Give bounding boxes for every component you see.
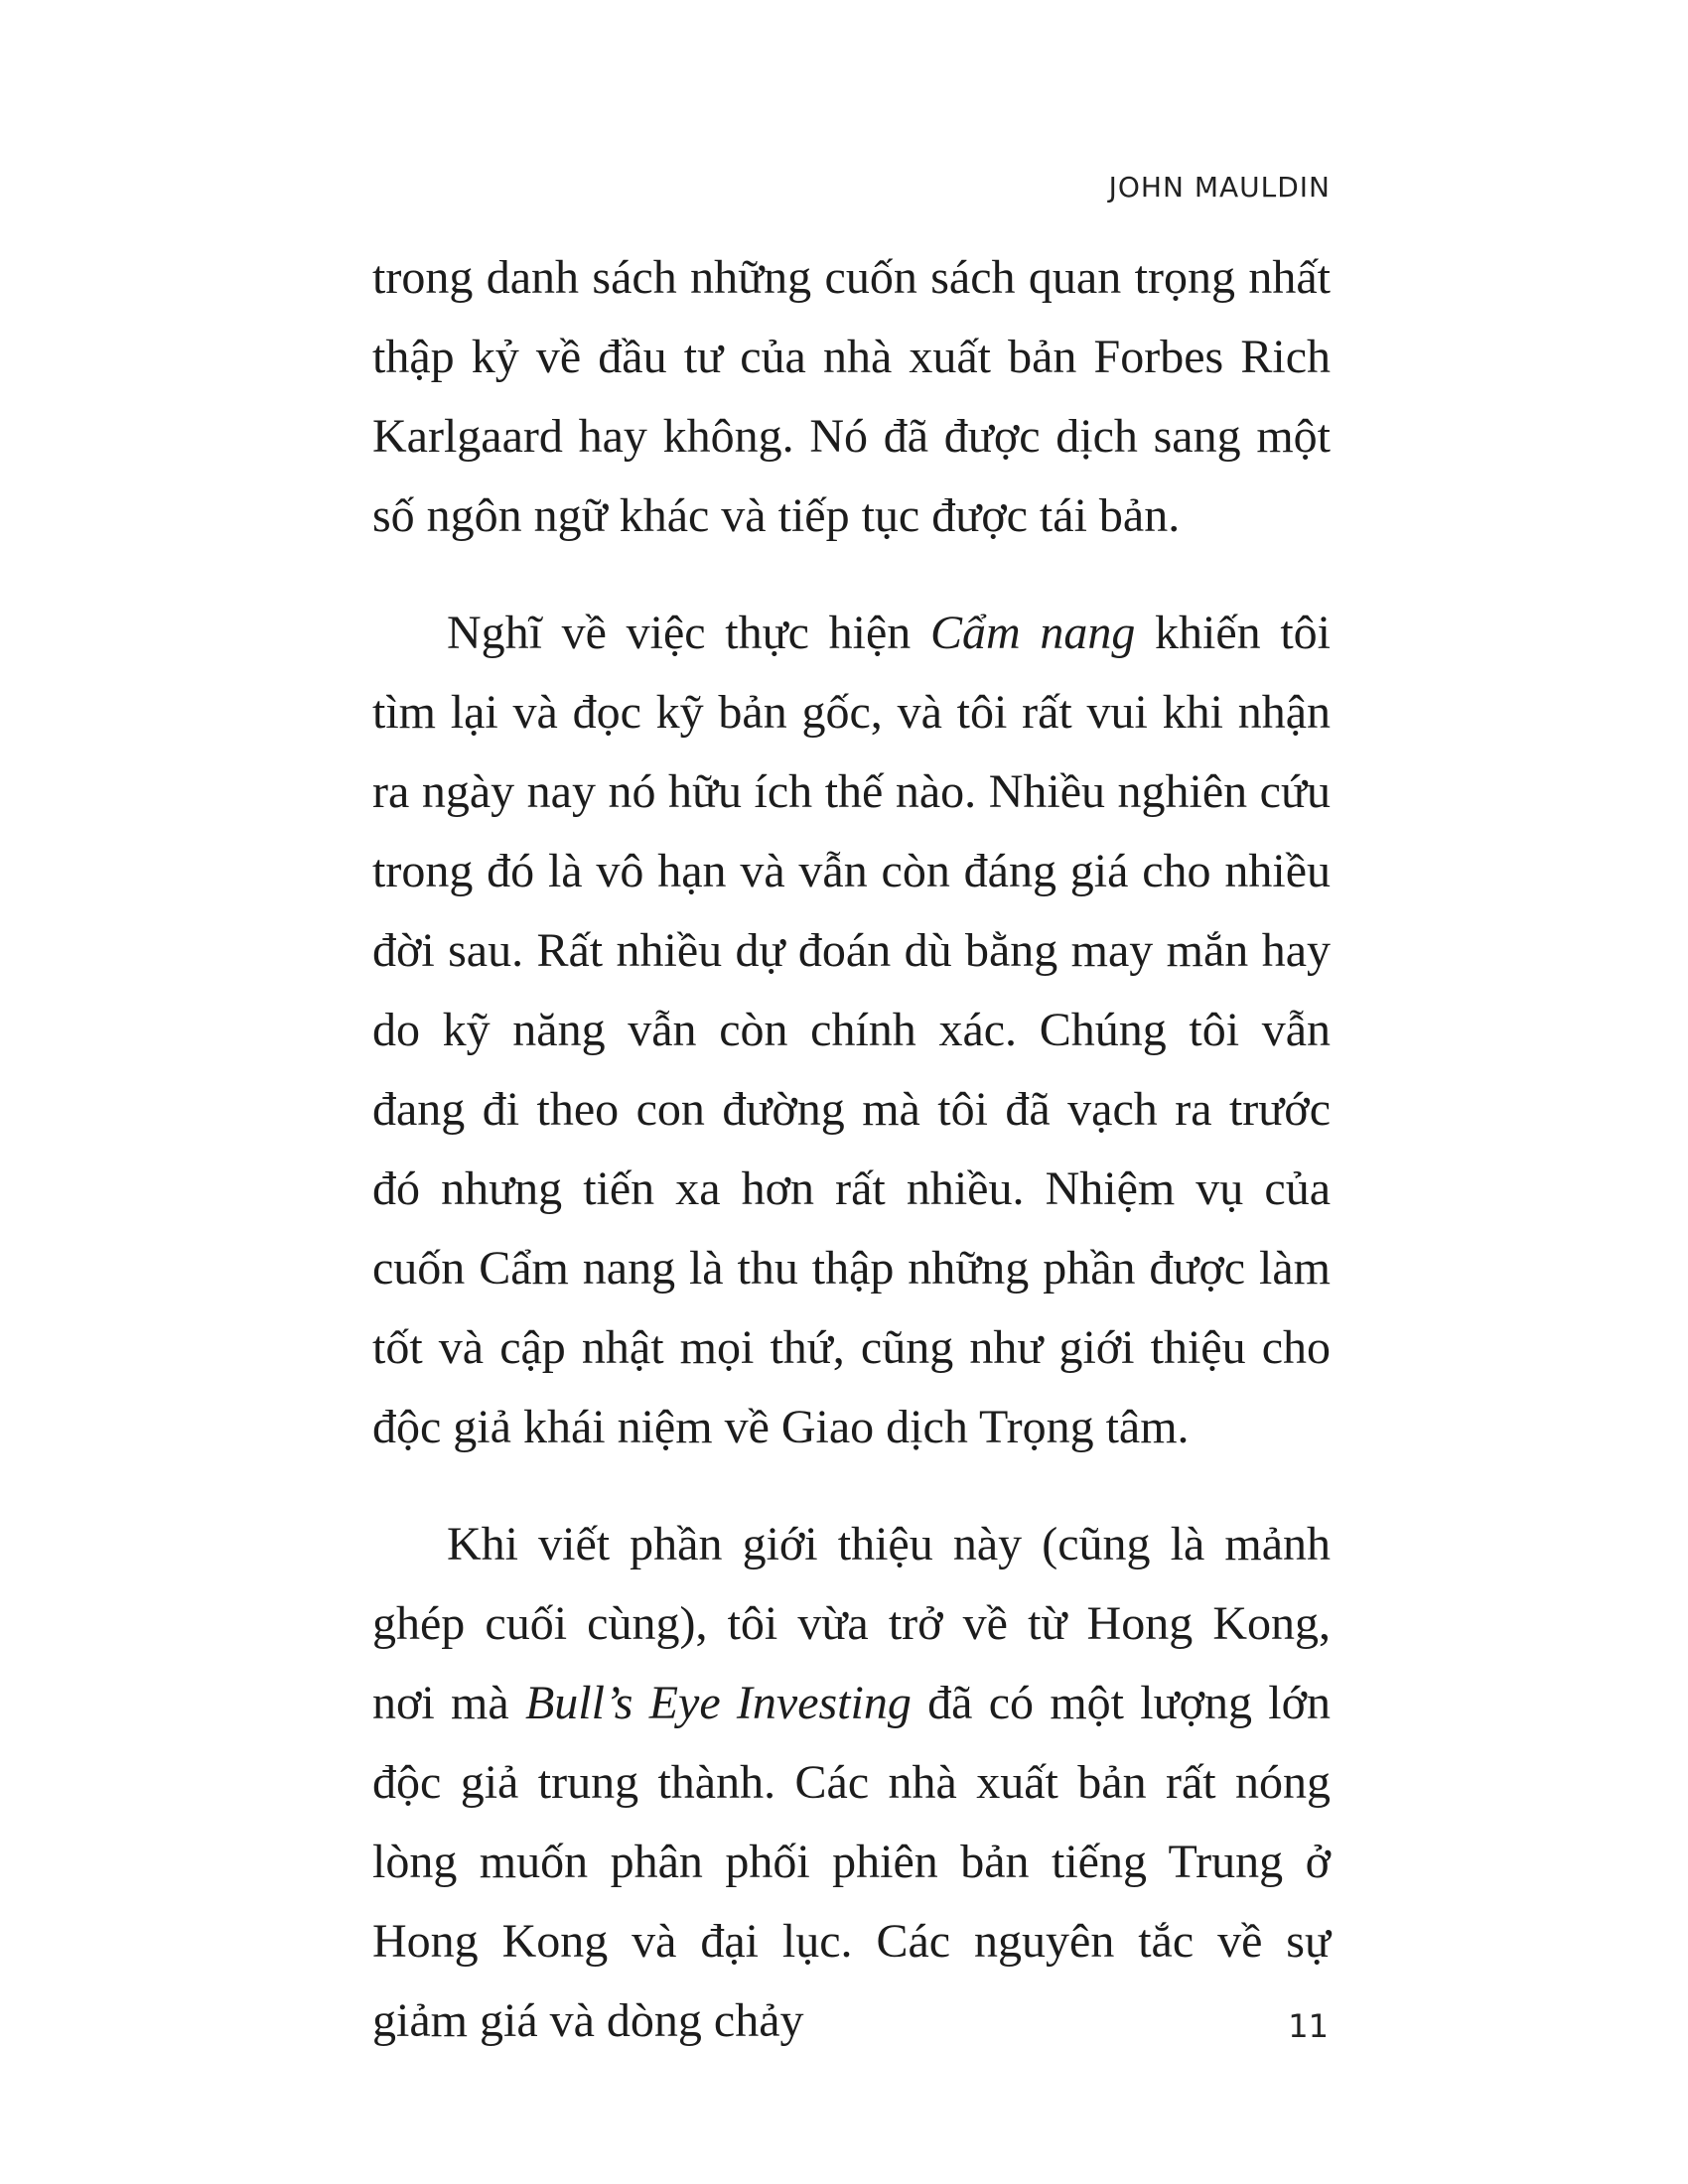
paragraph-2	[372, 594, 1331, 1467]
paragraph-3-text-end: đã có một lượng lớn độc giả trung thành. Các nhà xuất bản rất nóng lòng muốn phân phối phiên bản tiếng Trung ở Hong Kong và đại lục. Các nguyên tắc về sự giảm giá và dòng chảy	[372, 1677, 1332, 2047]
paragraph-1-text: trong danh sách những cuốn sách quan trọng nhất thập kỷ về đầu tư của nhà xuất bản Forbes Rich Karlgaard hay không. Nó đã được dịch sang một số ngôn ngữ khác và tiếp tục được tái bản.	[372, 251, 1331, 542]
paragraph-3	[372, 1505, 1331, 2061]
paragraph-1	[372, 238, 1331, 556]
paragraph-2-italic-title: Cẩm nang	[929, 607, 1136, 659]
page-number: 11	[1288, 2007, 1329, 2045]
paragraph-3-italic-title: Bull’s Eye Investing	[524, 1677, 912, 1729]
body-text	[372, 238, 1331, 2061]
paragraph-2-text-start: Nghĩ về việc thực hiện	[447, 607, 930, 659]
paragraph-2-text-end: khiến tôi tìm lại và đọc kỹ bản gốc, và tôi rất vui khi nhận ra ngày nay nó hữu ích thế nào. Nhiều nghiên cứu trong đó là vô hạn và vẫn còn đáng giá cho nhiều đời sau. Rất nhiều dự đoán dù bằng may mắn hay do kỹ năng vẫn còn chính xác. Chúng tôi vẫn đang đi theo con đường mà tôi đã vạch ra trước đó nhưng tiến xa hơn rất nhiều. Nhiệm vụ của cuốn Cẩm nang là thu thập những phần được làm tốt và cập nhật mọi thứ, cũng như giới thiệu cho độc giả khái niệm về Giao dịch Trọng tâm.	[372, 607, 1332, 1453]
running-header: JOHN MAULDIN	[1108, 171, 1331, 204]
paragraph-3-text-start: Khi viết phần giới thiệu này (cũng là mảnh ghép cuối cùng), tôi vừa trở về từ Hong Kong, nơi mà	[372, 1518, 1331, 1729]
